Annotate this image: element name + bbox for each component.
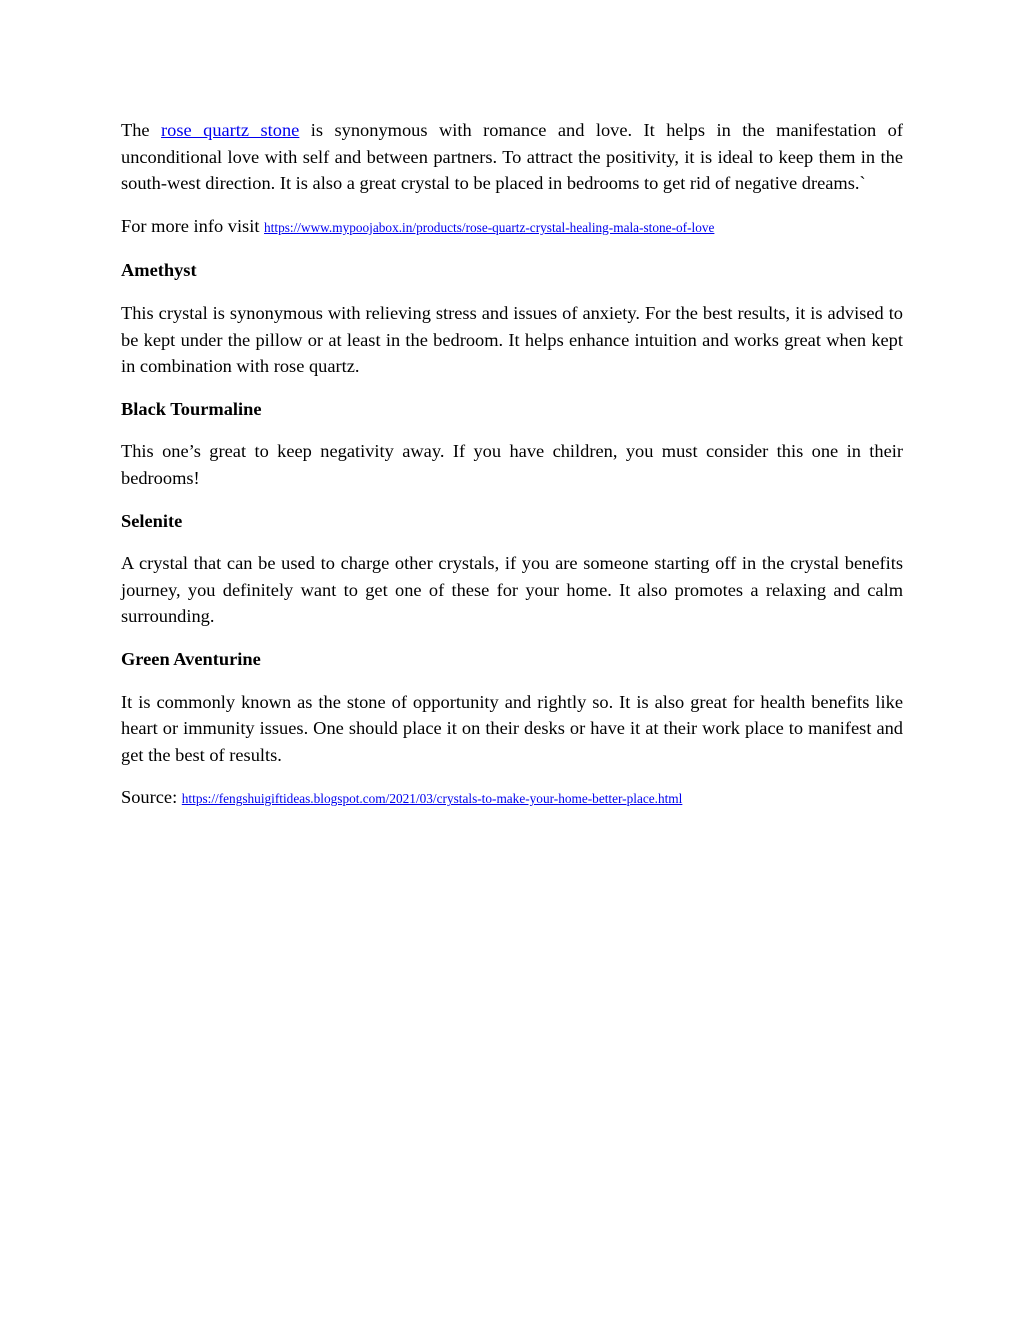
intro-suffix: is synonymous with romance and love. It helps in the manifestation of unconditional love with self and between partners. To attract the positivity, it is ideal to keep them in the south-west direction. It is also a great crystal to be placed in bedrooms to get rid of negative dreams.` (121, 120, 904, 194)
intro-paragraph (121, 117, 903, 197)
section-body-selenite: A crystal that can be used to charge other crystals, if you are someone starting off in the crystal benefits journey, you definitely want to get one of these for your home. It also promotes a relaxing and calm surrounding. (121, 553, 903, 627)
source-label: Source: (121, 787, 182, 808)
section-heading-black-tourmaline: Black Tourmaline (121, 398, 262, 419)
section-heading-amethyst: Amethyst (121, 260, 197, 281)
source-line (121, 784, 903, 813)
document-page (121, 117, 903, 829)
more-info-link[interactable]: https://www.mypoojabox.in/products/rose-quartz-crystal-healing-mala-stone-of-love (264, 219, 715, 235)
more-info-line (121, 213, 903, 242)
source-link[interactable]: https://fengshuigiftideas.blogspot.com/2021/03/crystals-to-make-your-home-better-place.html (181, 791, 683, 807)
more-info-label: For more info visit (121, 215, 265, 236)
section-body-amethyst: This crystal is synonymous with relieving stress and issues of anxiety. For the best results, it is advised to be kept under the pillow or at least in the bedroom. It helps enhance intuition and works great when kept in combination with rose quartz. (121, 302, 903, 377)
intro-prefix: The (121, 120, 162, 140)
rose-quartz-link[interactable]: rose quartz stone (161, 120, 300, 140)
section-body-black-tourmaline: This one’s great to keep negativity away. If you have children, you must consider this one in their bedrooms! (121, 441, 903, 488)
section-body-green-aventurine: It is commonly known as the stone of opportunity and rightly so. It is also great for health benefits like heart or immunity issues. One should place it on their desks or have it at their work place to manifest and get the best of results. (121, 691, 903, 765)
section-heading-selenite: Selenite (121, 510, 183, 531)
section-heading-green-aventurine: Green Aventurine (121, 648, 261, 669)
